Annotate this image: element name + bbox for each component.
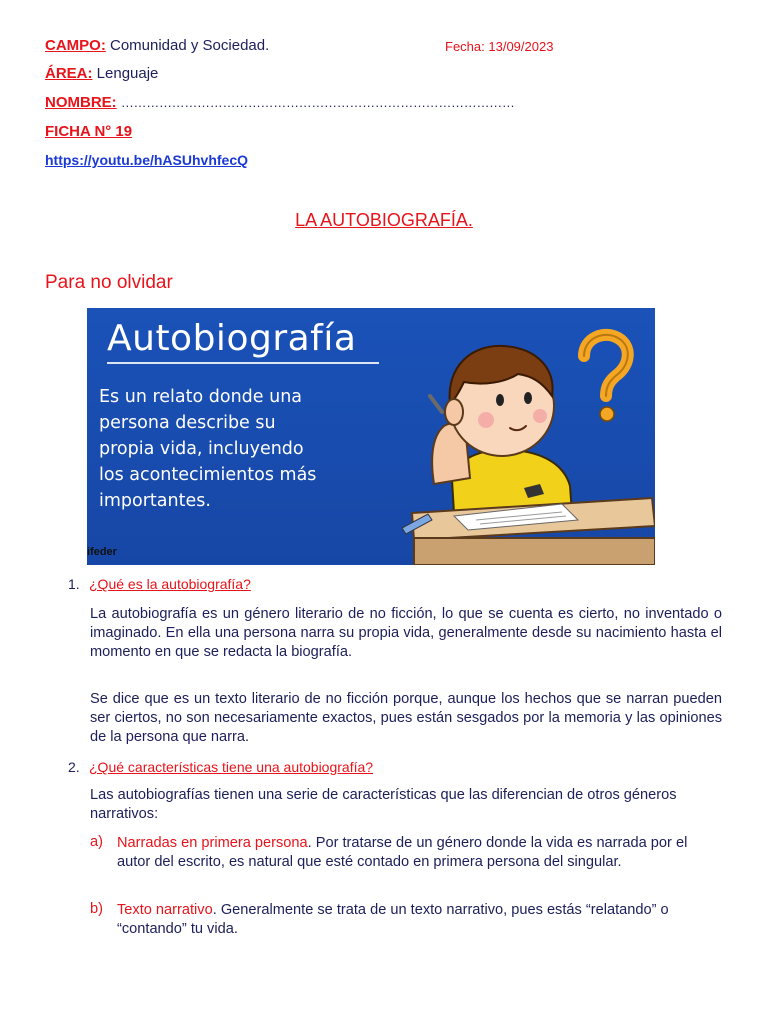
ficha-line [45, 123, 132, 140]
question-2-title: ¿Qué características tiene una autobiografía? [89, 759, 374, 775]
illustration-heading: Autobiografía [107, 318, 357, 359]
item-b-text: . Generalmente se trata de un texto narrativo, pues estás “relatando” o “contando” tu vida. [117, 902, 669, 937]
item-a-label: Narradas en primera persona [117, 835, 308, 851]
autobiografia-illustration [87, 308, 655, 565]
ficha-label: FICHA N° 19 [45, 123, 133, 140]
item-a-text: . Por tratarse de un género donde la vida es narrada por el autor del escrito, es natural que esté contado en primera persona del singular. [117, 835, 688, 870]
question-2-number: 2. [68, 759, 80, 775]
illustration-line: persona describe su [99, 413, 276, 433]
illustration-text [99, 384, 399, 514]
question-1-number: 1. [68, 576, 80, 592]
question-1-paragraph-2: Se dice que es un texto literario de no ficción porque, aunque los hechos que se narran pueden ser ciertos, no son necesariamente exactos, pues están sesgados por la memoria y las opiniones de la persona que narra. [90, 691, 722, 745]
nombre-line [45, 94, 515, 111]
page-title: LA AUTOBIOGRAFÍA. [295, 210, 473, 230]
illustration-line: los acontecimientos más [99, 465, 317, 485]
item-b [117, 901, 697, 939]
campo-label: CAMPO: [45, 37, 106, 54]
fecha-label: Fecha: [445, 39, 485, 54]
area-label: ÁREA: [45, 65, 93, 82]
section-subtitle: Para no olvidar [45, 272, 173, 293]
fecha-value: 13/09/2023 [488, 39, 554, 54]
item-a-letter: a) [90, 834, 103, 850]
question-1-title: ¿Qué es la autobiografía? [89, 576, 251, 592]
video-link[interactable]: https://youtu.be/hASUhvhfecQ [45, 152, 248, 168]
nombre-label: NOMBRE: [45, 94, 117, 111]
illustration-line: importantes. [99, 491, 211, 511]
question-mark-icon [584, 335, 628, 421]
campo-value: Comunidad y Sociedad. [110, 37, 270, 54]
campo-line [45, 37, 269, 54]
illustration-line: propia vida, incluyendo [99, 439, 304, 459]
fecha-line [445, 39, 553, 54]
question-2-paragraph-1: Las autobiografías tienen una serie de características que las diferencian de otros géneros narrativos: [90, 787, 677, 822]
item-b-label: Texto narrativo [117, 902, 213, 918]
area-value: Lenguaje [96, 65, 159, 82]
heading-underline [107, 362, 379, 364]
item-b-letter: b) [90, 901, 103, 917]
area-line [45, 65, 158, 82]
question-1-paragraph-1: La autobiografía es un género literario de no ficción, lo que se cuenta es cierto, no inventado o imaginado. En ella una persona narra su propia vida, generalmente desde su nacimiento hasta el momento en que se redacta la biografía. [90, 606, 722, 660]
item-a [117, 834, 717, 872]
thinking-boy-drawing [372, 308, 655, 565]
nombre-dots: ………………………………………………………………………………… [120, 95, 515, 110]
illustration-line: Es un relato donde una [99, 387, 303, 407]
illustration-watermark: ifeder [87, 546, 117, 558]
